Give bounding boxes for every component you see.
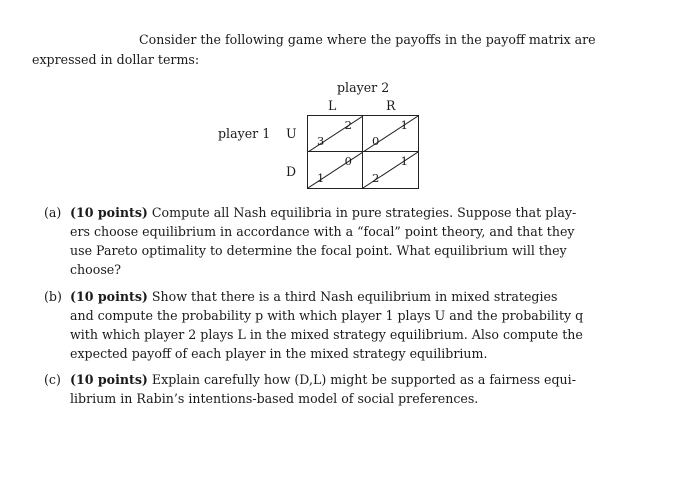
question-line: with which player 2 plays L in the mixed strategy equilibrium. Also compute the xyxy=(70,327,583,342)
question-b xyxy=(44,287,600,363)
question-points: (10 points) xyxy=(70,372,148,387)
payoff-player1: 0 xyxy=(372,134,380,148)
question-tag: (c) xyxy=(44,372,61,387)
payoff-player1: 1 xyxy=(317,171,325,185)
payoff-cell-ul xyxy=(308,116,363,152)
question-line: choose? xyxy=(70,262,121,277)
player1-label: player 1 xyxy=(218,126,271,141)
question-a xyxy=(44,203,600,279)
question-line: expected payoff of each player in the mixed strategy equilibrium. xyxy=(70,346,488,361)
payoff-player2: 2 xyxy=(344,118,352,132)
row-label-u: U xyxy=(286,126,297,141)
payoff-player1: 2 xyxy=(372,171,380,185)
question-text: Show that there is a third Nash equilibrium in mixed strategies xyxy=(151,289,558,304)
row-label-d: D xyxy=(286,164,297,179)
column-label-l: L xyxy=(328,98,337,113)
question-line: ers choose equilibrium in accordance with a “focal” point theory, and that they xyxy=(70,224,575,239)
question-points: (10 points) xyxy=(70,289,148,304)
question-text: Explain carefully how (D,L) might be supported as a fairness equi- xyxy=(151,372,576,387)
intro-line-2: expressed in dollar terms: xyxy=(32,52,200,67)
question-line xyxy=(44,203,600,222)
payoff-cell-dr xyxy=(363,152,418,188)
question-tag: (a) xyxy=(44,205,62,220)
intro-line-1: Consider the following game where the payoffs in the payoff matrix are xyxy=(139,32,596,47)
payoff-player2: 1 xyxy=(400,118,408,132)
question-tag: (b) xyxy=(44,289,62,304)
payoff-player2: 0 xyxy=(344,154,352,168)
question-points: (10 points) xyxy=(70,205,148,220)
payoff-cell-dl xyxy=(308,152,363,188)
payoff-cell-ur xyxy=(363,116,418,152)
question-line: librium in Rabin’s intentions-based model of social preferences. xyxy=(70,391,479,406)
question-c xyxy=(44,370,600,408)
payoff-player2: 1 xyxy=(400,154,408,168)
column-label-r: R xyxy=(386,98,396,113)
question-line: and compute the probability p with which player 1 plays U and the probability q xyxy=(70,308,584,323)
question-line xyxy=(44,287,600,306)
payoff-matrix xyxy=(307,115,419,189)
question-text: Compute all Nash equilibria in pure strategies. Suppose that play- xyxy=(151,205,577,220)
player2-label: player 2 xyxy=(337,80,390,95)
question-line: use Pareto optimality to determine the focal point. What equilibrium will they xyxy=(70,243,567,258)
payoff-player1: 3 xyxy=(317,134,325,148)
question-line xyxy=(44,370,600,389)
